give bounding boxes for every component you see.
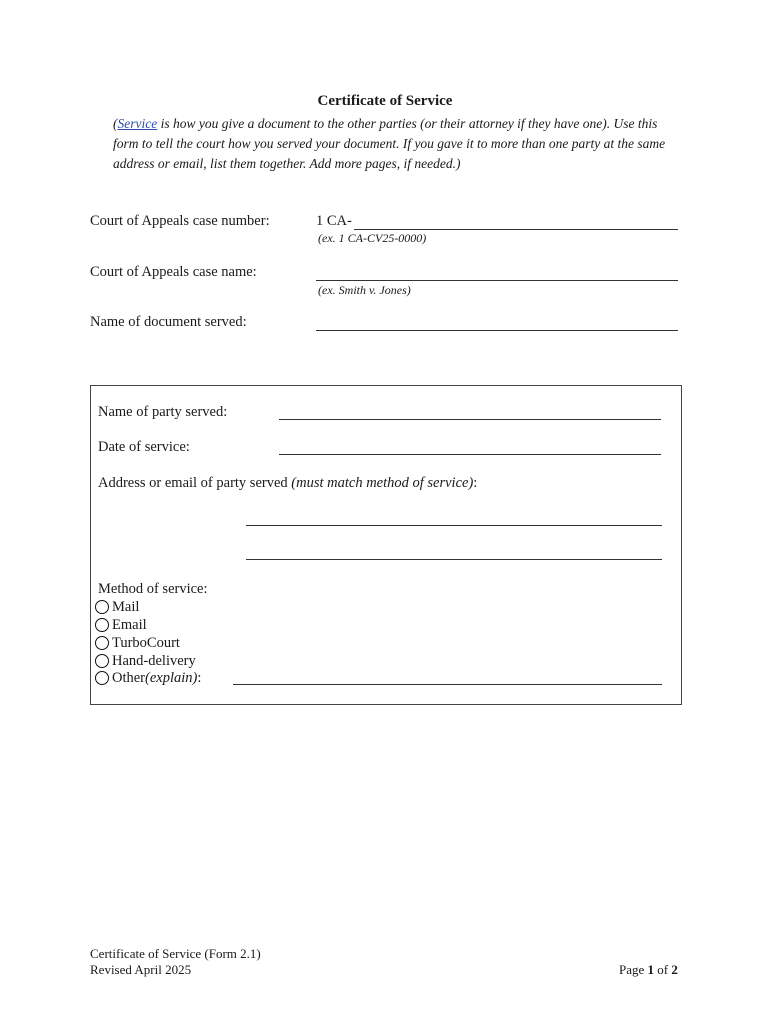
radio-icon[interactable]	[95, 600, 109, 614]
address-field-line-1[interactable]	[246, 525, 662, 526]
intro-text: is how you give a document to the other parties (or their attorney if they have one). Use this form to tell the court how you served your document. If you gave it to more than one party at the same address or email, list them together. Add more pages, if needed.)	[113, 116, 666, 171]
of-word: of	[654, 962, 672, 977]
case-name-label: Court of Appeals case name:	[90, 264, 257, 280]
document-name-field[interactable]	[316, 330, 678, 331]
case-number-prefix: 1 CA-	[316, 213, 352, 229]
case-number-field[interactable]	[354, 229, 678, 230]
radio-icon[interactable]	[95, 618, 109, 632]
other-note: (explain)	[145, 669, 198, 686]
address-field-line-2[interactable]	[246, 559, 662, 560]
method-option-label: Other	[112, 669, 146, 686]
intro-paragraph	[113, 114, 673, 174]
document-name-label: Name of document served:	[90, 314, 247, 330]
method-option-other[interactable]	[95, 669, 201, 687]
address-note: (must match method of service)	[291, 475, 474, 491]
method-label: Method of service:	[98, 581, 208, 597]
address-label	[98, 475, 477, 492]
footer-form-name: Certificate of Service (Form 2.1)	[90, 946, 261, 961]
method-option-label: Mail	[112, 598, 140, 615]
method-option-hand-delivery[interactable]	[95, 652, 196, 670]
page-number	[619, 962, 678, 978]
case-name-hint: (ex. Smith v. Jones)	[318, 283, 411, 297]
page-current: 1	[647, 962, 655, 977]
radio-icon[interactable]	[95, 654, 109, 668]
date-field[interactable]	[279, 454, 661, 455]
case-number-hint: (ex. 1 CA-CV25-0000)	[318, 231, 427, 245]
method-option-turbocourt[interactable]	[95, 634, 180, 652]
intro-open-paren: (	[113, 116, 118, 131]
address-label-text: Address or email of party served	[98, 475, 292, 491]
service-link[interactable]: Service	[117, 116, 158, 131]
page-total: 2	[671, 962, 678, 977]
footer-revised: Revised April 2025	[90, 962, 192, 977]
method-option-email[interactable]	[95, 616, 147, 634]
case-number-label: Court of Appeals case number:	[90, 213, 270, 229]
radio-icon[interactable]	[95, 636, 109, 650]
method-option-mail[interactable]	[95, 598, 139, 616]
method-option-label: Email	[112, 616, 147, 633]
party-name-label: Name of party served:	[98, 404, 228, 420]
radio-icon[interactable]	[95, 671, 109, 685]
other-colon: :	[197, 669, 202, 686]
address-colon: :	[473, 475, 478, 491]
case-name-field[interactable]	[316, 280, 678, 281]
page-title: Certificate of Service	[317, 93, 453, 109]
page-word: Page	[619, 962, 648, 977]
method-option-label: Hand-delivery	[112, 652, 196, 669]
date-label: Date of service:	[98, 439, 190, 455]
method-option-label: TurboCourt	[112, 634, 180, 651]
party-name-field[interactable]	[279, 419, 661, 420]
other-explain-field[interactable]	[233, 684, 662, 685]
